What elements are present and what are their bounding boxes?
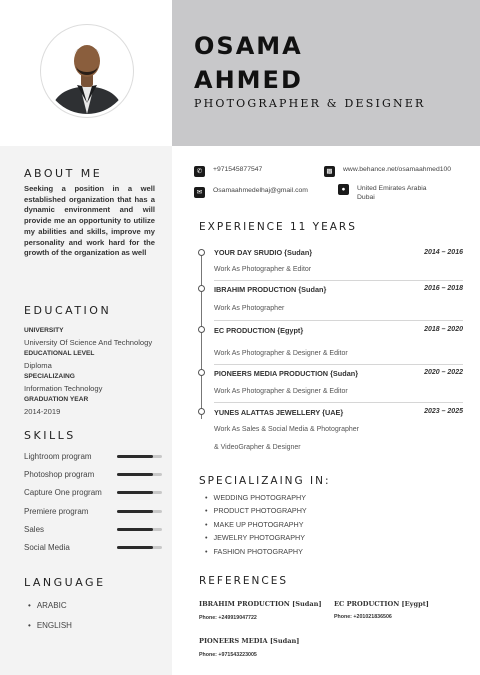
language-heading: LANGUAGE [24,576,106,589]
experience-company: PIONEERS MEDIA PRODUCTION {Sudan} [214,369,359,378]
skill-bar-fill [117,510,153,513]
skill-bar [117,510,162,513]
specializing-item: • MAKE UP PHOTOGRAPHY [205,520,307,533]
contact-phone [194,166,262,177]
skill-item [24,541,164,559]
experience-divider [214,280,463,281]
experience-divider [214,320,463,321]
skill-bar [117,491,162,494]
skill-bar-fill [117,528,153,531]
mail-icon: ✉ [194,187,205,198]
level-value: Diploma [24,360,52,370]
about-heading: ABOUT ME [24,167,103,180]
skill-name: Capture One program [24,488,102,498]
about-text: Seeking a position in a well established organization that has a dynamic environment and will provide me an opportunity to utilize my abilities and skills, improve my personality and work hard for the growth of the organization as well [24,184,155,258]
experience-dates: 2018 – 2020 [424,326,463,333]
job-title: PHOTOGRAPHER & DESIGNER [194,97,426,110]
skill-bar-fill [117,546,153,549]
skill-name: Sales [24,524,45,534]
timeline-dot [198,369,205,376]
skill-item [24,468,164,486]
skill-item [24,523,164,541]
experience-company: IBRAHIM PRODUCTION {Sudan} [214,285,327,294]
specializing-item: • JEWELRY PHOTOGRAPHY [205,533,307,546]
skill-item [24,505,164,523]
website-text[interactable]: www.behance.net/osamaahmed100 [343,166,452,173]
skill-bar-fill [117,455,153,458]
university-label: UNIVERSITY [24,327,64,334]
experience-divider [214,364,463,365]
location-line2: Dubai [357,194,375,201]
skill-bar [117,528,162,531]
skills-heading: SKILLS [24,429,76,442]
graduation-year-label: GRADUATION YEAR [24,396,89,404]
specializing-item: • FASHION PHOTOGRAPHY [205,547,307,560]
phone-text: +971545877547 [213,166,263,173]
contact-email[interactable] [194,187,308,198]
skill-name: Premiere program [24,506,89,516]
experience-company: EC PRODUCTION {Egypt} [214,326,304,335]
education-section [24,326,172,418]
experience-description: Work As Photographer & Designer & Editor [214,350,348,357]
experience-company: YUNES ALATTAS JEWELLERY {UAE} [214,408,344,417]
contact-location [338,184,427,202]
reference-name: IBRAHIM PRODUCTION [Sudan] [199,600,322,608]
full-name [194,29,303,97]
email-text[interactable]: Osamaahmedelhaj@gmail.com [213,187,308,194]
skill-bar [117,473,162,476]
contact-website[interactable] [324,166,451,177]
skills-list [24,450,164,559]
skill-bar [117,455,162,458]
experience-heading: EXPERIENCE 11 YEARS [199,221,357,233]
reference-phone: Phone: +201021836506 [334,614,392,620]
specializing-item: • WEDDING PHOTOGRAPHY [205,493,307,506]
location-text [357,184,427,202]
experience-description: Work As Photographer & Designer & Editor [214,388,348,395]
experience-dates: 2016 – 2018 [424,285,463,292]
experience-company: YOUR DAY SRUDIO {Sudan} [214,248,313,257]
language-item: • ENGLISH [28,620,72,640]
skill-bar-fill [117,473,153,476]
skill-item [24,450,164,468]
timeline-dot [198,408,205,415]
skill-item [24,486,164,504]
timeline-dot [198,326,205,333]
level-label: EDUCATIONAL LEVEL [24,350,95,358]
experience-dates: 2020 – 2022 [424,369,463,376]
avatar [41,25,133,117]
timeline-line [201,252,202,419]
first-name: OSAMA [194,32,303,60]
graduation-year-value: 2014-2019 [24,406,61,416]
experience-description-cont: & VideoGrapher & Designer [214,444,301,451]
location-pin-icon: ● [338,184,349,195]
reference-name: EC PRODUCTION [Eygpt] [334,600,429,608]
specializing-item: • PRODUCT PHOTOGRAPHY [205,506,307,519]
skill-name: Lightroom program [24,452,92,461]
location-line1: United Emirates Arabia [357,185,427,192]
timeline-dot [198,249,205,256]
specializing-heading: SPECIALIZAING IN: [199,475,331,487]
phone-icon: ✆ [194,166,205,177]
university-value: University Of Science And Technology [24,337,153,347]
reference-phone: Phone: +249919047722 [199,615,257,621]
reference-name: PIONEERS MEDIA [Sudan] [199,637,300,645]
specializing-label: SPECIALIZAING [24,373,75,381]
skill-bar-fill [117,491,153,494]
references-heading: REFERENCES [199,575,289,587]
experience-description: Work As Photographer [214,305,285,312]
reference-phone: Phone: +971543223005 [199,652,257,658]
experience-dates: 2023 – 2025 [424,408,463,415]
skill-name: Photoshop program [24,470,95,480]
specializing-value: Information Technology [24,383,103,393]
language-item: • ARABIC [28,600,72,620]
skill-name: Social Media [24,542,70,552]
experience-description: Work As Sales & Social Media & Photographer [214,426,360,433]
last-name: AHMED [194,66,303,94]
specializing-list [205,493,307,560]
language-list [28,600,72,639]
education-heading: EDUCATION [24,304,112,317]
skill-bar [117,546,162,549]
experience-dates: 2014 – 2016 [424,249,463,256]
timeline-dot [198,285,205,292]
monitor-icon: ▩ [324,166,335,177]
experience-description: Work As Photographer & Editor [214,266,312,273]
experience-divider [214,402,463,403]
